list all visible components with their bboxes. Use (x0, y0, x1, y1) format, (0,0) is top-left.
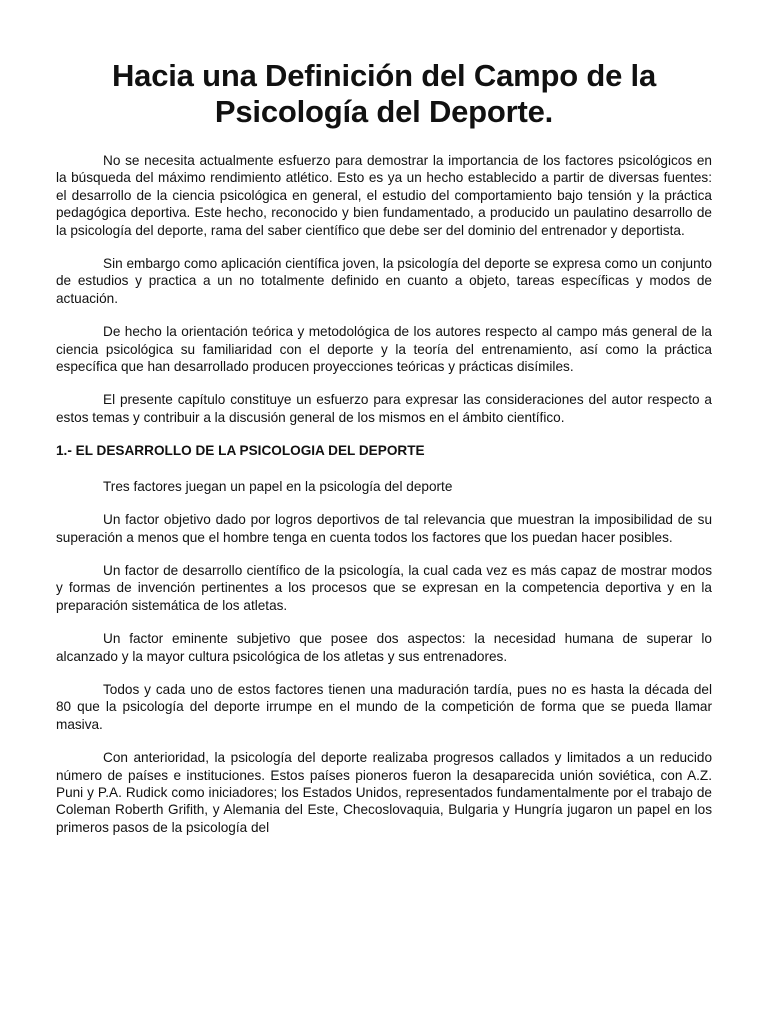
paragraph-1: No se necesita actualmente esfuerzo para demostrar la importancia de los factores psicológicos en la búsqueda del máximo rendimiento atlético. Esto es ya un hecho establecido a partir de diversas fuentes: el desarrollo de la ciencia psicológica en general, el estudio del comportamiento bajo tensión y la práctica pedagógica deportiva. Este hecho, reconocido y bien fundamentado, a producido un paulatino desarrollo de la psicología del deporte, rama del saber científico que debe ser del dominio del entrenador y deportista. (56, 153, 712, 238)
paragraph-4: El presente capítulo constituye un esfuerzo para expresar las consideraciones del autor respecto a estos temas y contribuir a la discusión general de los mismos en el ámbito científico. (56, 392, 712, 425)
section-heading: 1.- EL DESARROLLO DE LA PSICOLOGIA DEL DEPORTE (56, 443, 425, 459)
paragraph-2: Sin embargo como aplicación científica joven, la psicología del deporte se expresa como un conjunto de estudios y practica a un no totalmente definido en cuanto a objeto, tareas específicas y modos de actuación. (56, 256, 712, 306)
section-paragraph-1: Tres factores juegan un papel en la psicología del deporte (103, 478, 453, 494)
paragraph-3: De hecho la orientación teórica y metodológica de los autores respecto al campo más general de la ciencia psicológica su familiaridad con el deporte y la teoría del entrenamiento, así como la práctica específica que han desarrollado producen proyecciones teóricas y prácticas disímiles. (56, 324, 712, 375)
section-paragraph-2: Un factor objetivo dado por logros deportivos de tal relevancia que muestran la imposibilidad de su superación a menos que el hombre tenga en cuenta todos los factores que los puedan hacer posibles. (56, 512, 712, 545)
section-paragraph-6: Con anterioridad, la psicología del deporte realizaba progresos callados y limitados a un reducido número de países e instituciones. Estos países pioneros fueron la desaparecida unión soviética, con A.Z. Puni y P.A. Rudick como iniciadores; los Estados Unidos, representados fundamentalmente por el trabajo de Coleman Roberth Grifith, y Alemania del Este, Checoslovaquia, Bulgaria y Hungría jugaron un papel en los primeros pasos de la psicología del (56, 750, 712, 835)
section-paragraph-5: Todos y cada uno de estos factores tienen una maduración tardía, pues no es hasta la década del 80 que la psicología del deporte irrumpe en el mundo de la competición de forma que se pueda llamar masiva. (56, 681, 712, 732)
title-line-2: Psicología del Deporte. (214, 94, 554, 129)
section-paragraph-4: Un factor eminente subjetivo que posee dos aspectos: la necesidad humana de superar lo alcanzado y la mayor cultura psicológica de los atletas y sus entrenadores. (56, 631, 712, 664)
title-line-1: Hacia una Definición del Campo de la (111, 58, 657, 93)
document-title (56, 58, 712, 130)
section-paragraph-3: Un factor de desarrollo científico de la psicología, la cual cada vez es más capaz de mostrar modos y formas de invención pertinentes a los procesos que se expresan en la competencia deportiva y en la preparación sistemática de los atletas. (56, 562, 712, 613)
